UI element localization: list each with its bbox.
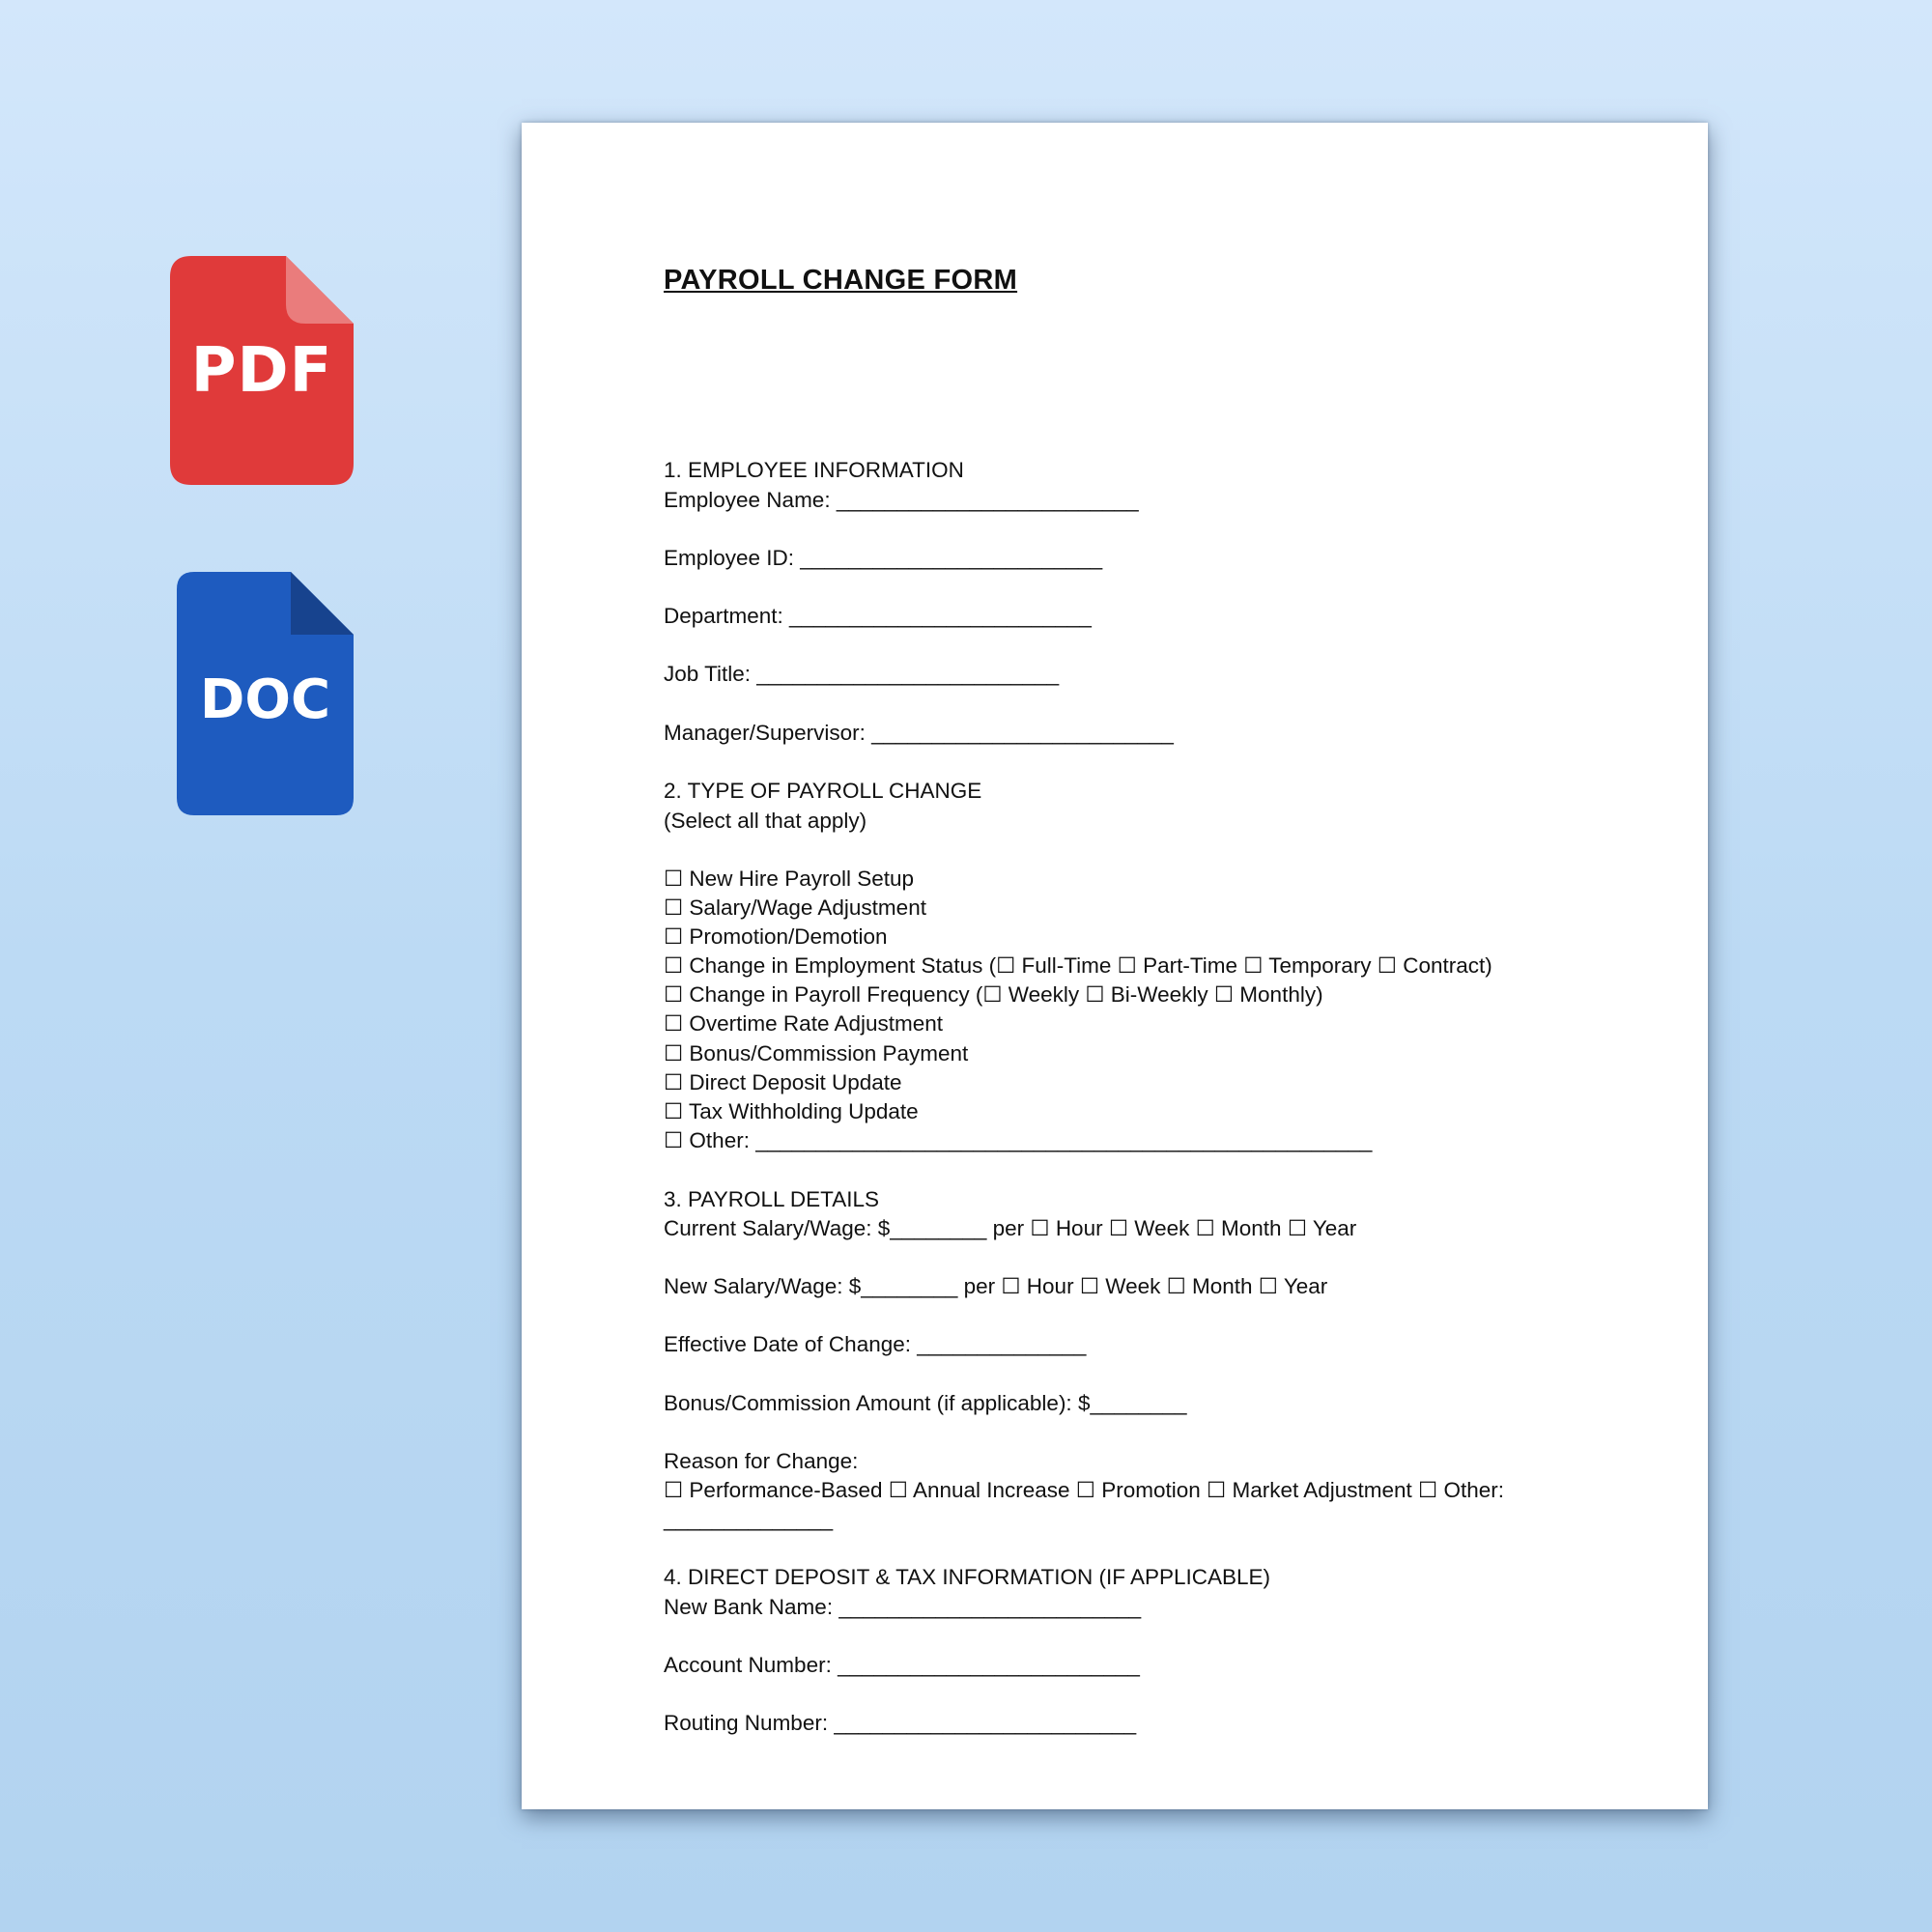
option-direct-deposit-checkbox[interactable]: ☐ Direct Deposit Update (664, 1070, 902, 1094)
option-other-field[interactable]: ☐ Other: ___________________________________________________ (664, 1128, 1373, 1152)
option-employment-status-checkbox[interactable]: ☐ Change in Employment Status (☐ Full-Time ☐ Part-Time ☐ Temporary ☐ Contract) (664, 953, 1492, 978)
pdf-icon-label: PDF (190, 335, 333, 407)
document-page (522, 123, 1708, 1809)
option-promotion-demotion-checkbox[interactable]: ☐ Promotion/Demotion (664, 924, 888, 949)
job-title-field[interactable]: Job Title: _________________________ (664, 662, 1060, 686)
section-payroll-change-type-heading: 2. TYPE OF PAYROLL CHANGE (664, 779, 982, 803)
option-new-hire-checkbox[interactable]: ☐ New Hire Payroll Setup (664, 867, 915, 891)
account-number-field[interactable]: Account Number: _________________________ (664, 1653, 1140, 1677)
employee-id-field[interactable]: Employee ID: _________________________ (664, 546, 1103, 570)
option-payroll-frequency-checkbox[interactable]: ☐ Change in Payroll Frequency (☐ Weekly ☐ Bi-Weekly ☐ Monthly) (664, 982, 1323, 1007)
reason-options-checkboxes[interactable]: ☐ Performance-Based ☐ Annual Increase ☐ Promotion ☐ Market Adjustment ☐ Other: (664, 1478, 1504, 1502)
routing-number-field[interactable]: Routing Number: _________________________ (664, 1711, 1137, 1735)
section-employee-information-heading: 1. EMPLOYEE INFORMATION (664, 458, 964, 482)
option-overtime-rate-checkbox[interactable]: ☐ Overtime Rate Adjustment (664, 1011, 944, 1036)
reason-other-field[interactable]: ______________ (664, 1507, 834, 1531)
section-direct-deposit-heading: 4. DIRECT DEPOSIT & TAX INFORMATION (IF APPLICABLE) (664, 1565, 1271, 1589)
doc-icon-label: DOC (199, 668, 331, 731)
doc-file-icon (177, 572, 354, 815)
new-salary-field[interactable]: New Salary/Wage: $________ per ☐ Hour ☐ Week ☐ Month ☐ Year (664, 1274, 1328, 1298)
select-all-note: (Select all that apply) (664, 809, 867, 833)
effective-date-field[interactable]: Effective Date of Change: ______________ (664, 1332, 1087, 1356)
option-salary-adjustment-checkbox[interactable]: ☐ Salary/Wage Adjustment (664, 895, 926, 920)
current-salary-field[interactable]: Current Salary/Wage: $________ per ☐ Hour ☐ Week ☐ Month ☐ Year (664, 1216, 1357, 1240)
bonus-amount-field[interactable]: Bonus/Commission Amount (if applicable): $________ (664, 1391, 1187, 1415)
manager-field[interactable]: Manager/Supervisor: _________________________ (664, 721, 1174, 745)
section-payroll-details-heading: 3. PAYROLL DETAILS (664, 1187, 880, 1211)
form-title: PAYROLL CHANGE FORM (664, 265, 1018, 296)
employee-name-field[interactable]: Employee Name: _________________________ (664, 488, 1139, 512)
reason-for-change-label: Reason for Change: (664, 1449, 859, 1473)
option-tax-withholding-checkbox[interactable]: ☐ Tax Withholding Update (664, 1099, 919, 1123)
pdf-file-icon (170, 256, 354, 485)
option-bonus-commission-checkbox[interactable]: ☐ Bonus/Commission Payment (664, 1041, 969, 1065)
bank-name-field[interactable]: New Bank Name: _________________________ (664, 1595, 1142, 1619)
department-field[interactable]: Department: _________________________ (664, 604, 1092, 628)
